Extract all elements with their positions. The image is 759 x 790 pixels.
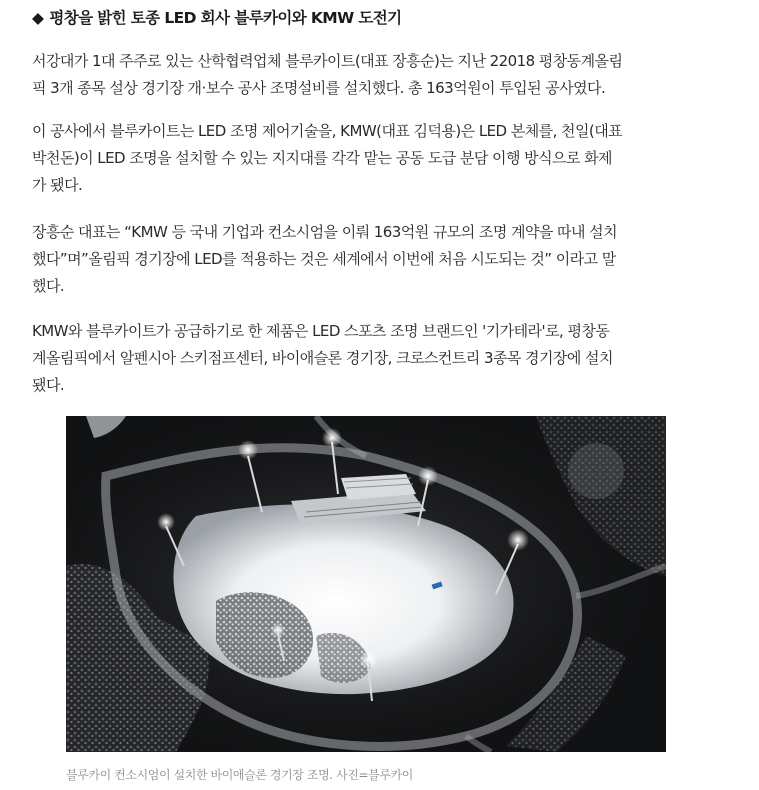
paragraph-line: 했다”며”올림픽 경기장에 LED를 적용하는 것은 세계에서 이번에 처음 시도되는 것” 이라고 말: [32, 250, 616, 268]
paragraph-4: [32, 318, 704, 399]
paragraph-3: [32, 219, 704, 300]
section-heading: [32, 6, 402, 28]
stadium-photo: [66, 416, 666, 752]
paragraph-line: 픽 3개 종목 설상 경기장 개·보수 공사 조명설비를 설치했다. 총 163억원이 투입된 공사였다.: [32, 79, 606, 97]
paragraph-line: 장흥순 대표는 “KMW 등 국내 기업과 컨소시엄을 이뤄 163억원 규모의 조명 계약을 따내 설치: [32, 223, 618, 241]
stadium-photo-illustration: [66, 416, 666, 752]
paragraph-line: KMW와 블루카이트가 공급하기로 한 제품은 LED 스포츠 조명 브랜드인 '기가테라'로, 평창동: [32, 322, 610, 340]
photo-caption: 블루카이 컨소시엄이 설치한 바이애슬론 경기장 조명. 사진=블루카이: [66, 768, 413, 782]
paragraph-line: 박천돈)이 LED 조명을 설치할 수 있는 지지대를 각각 맡는 공동 도급 분담 이행 방식으로 화제: [32, 149, 612, 167]
paragraph-line: 서강대가 1대 주주로 있는 산학협력업체 블루카이트(대표 장흥순)는 지난 22018 평창동계올림: [32, 52, 623, 70]
paragraph-line: 가 됐다.: [32, 176, 83, 194]
paragraph-line: 됐다.: [32, 376, 65, 394]
paragraph-line: 했다.: [32, 277, 65, 295]
paragraph-2: [32, 118, 704, 199]
diamond-bullet-icon: ◆: [32, 9, 44, 27]
paragraph-line: 계올림픽에서 알펜시아 스키점프센터, 바이애슬론 경기장, 크로스컨트리 3종목 경기장에 설치: [32, 349, 613, 367]
paragraph-1: [32, 48, 704, 102]
section-heading-text: 평창을 밝힌 토종 LED 회사 블루카이와 KMW 도전기: [49, 9, 402, 27]
paragraph-line: 이 공사에서 블루카이트는 LED 조명 제어기술을, KMW(대표 김덕용)은 LED 본체를, 천일(대표: [32, 122, 623, 140]
